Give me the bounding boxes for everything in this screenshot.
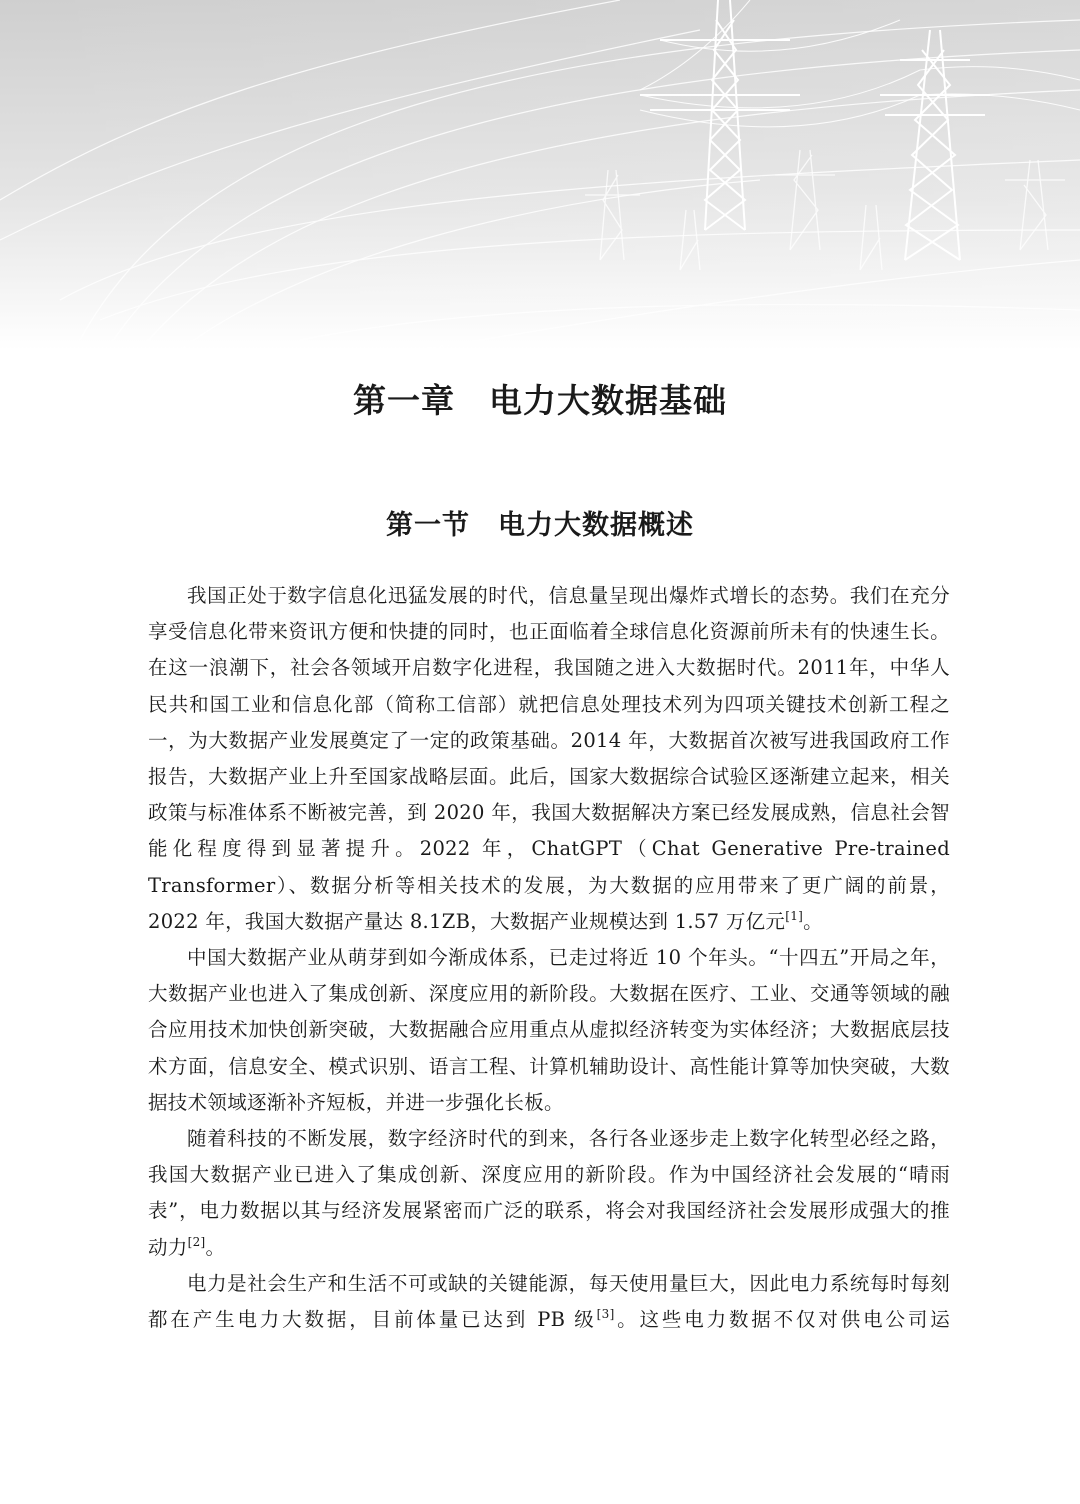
section-title: 第一节 电力大数据概述 [386,510,694,541]
paragraph [148,578,950,940]
paragraph [148,940,950,1121]
body-text [148,578,950,1338]
paragraph-tail: 。 [205,1235,226,1259]
paragraph-tail: 。 [803,909,823,933]
paragraph-text: 电力是社会生产和生活不可或缺的关键能源，每天使用量巨大，因此电力系统每时每刻都在产生电力大数据，目前体量已达到 PB 级 [148,1271,950,1332]
citation[interactable]: [1] [785,908,804,923]
paragraph-tail: 。这些电力数据不仅对供电公司运 [614,1308,950,1332]
header-illustration [0,0,1080,350]
chapter-title: 第一章 电力大数据基础 [353,381,727,420]
power-transmission-tower-icon [0,0,1080,350]
citation[interactable]: [2] [187,1234,206,1249]
citation[interactable]: [3] [596,1307,615,1322]
paragraph-text: 随着科技的不断发展，数字经济时代的到来，各行各业逐步走上数字化转型必经之路，我国大数据产业已进入了集成创新、深度应用的新阶段。作为中国经济社会发展的“晴雨表”，电力数据以其与经济发展紧密而广泛的联系，将会对我国经济社会发展形成强大的推动力 [148,1127,950,1259]
paragraph [148,1266,950,1338]
paragraph [148,1121,950,1266]
paragraph-text: 中国大数据产业从萌芽到如今渐成体系，已走过将近 10 个年头。“十四五”开局之年，大数据产业也进入了集成创新、深度应用的新阶段。大数据在医疗、工业、交通等领域的融合应用技术加快创新突破，大数据融合应用重点从虚拟经济转变为实体经济；大数据底层技术方面，信息安全、模式识别、语言工程、计算机辅助设计、高性能计算等加快突破，大数据技术领域逐渐补齐短板，并进一步强化长板。 [148,946,950,1114]
paragraph-text: 我国正处于数字信息化迅猛发展的时代，信息量呈现出爆炸式增长的态势。我们在充分享受信息化带来资讯方便和快捷的同时，也正面临着全球信息化资源前所未有的快速生长。在这一浪潮下，社会各领域开启数字化进程，我国随之进入大数据时代。2011年，中华人民共和国工业和信息化部（简称工信部）就把信息处理技术列为四项关键技术创新工程之一，为大数据产业发展奠定了一定的政策基础。2014 年，大数据首次被写进我国政府工作报告，大数据产业上升至国家战略层面。此后，国家大数据综合试验区逐渐建立起来，相关政策与标准体系不断被完善，到 2020 年，我国大数据解决方案已经发展成熟，信息社会智能化程度得到显著提升。2022 年，ChatGPT（Chat Generative Pre-trained Transformer）、数据分析等相关技术的发展，为大数据的应用带来了更广阔的前景，2022 年，我国大数据产量达 8.1ZB，大数据产业规模达到 1.57 万亿元 [148,584,950,933]
